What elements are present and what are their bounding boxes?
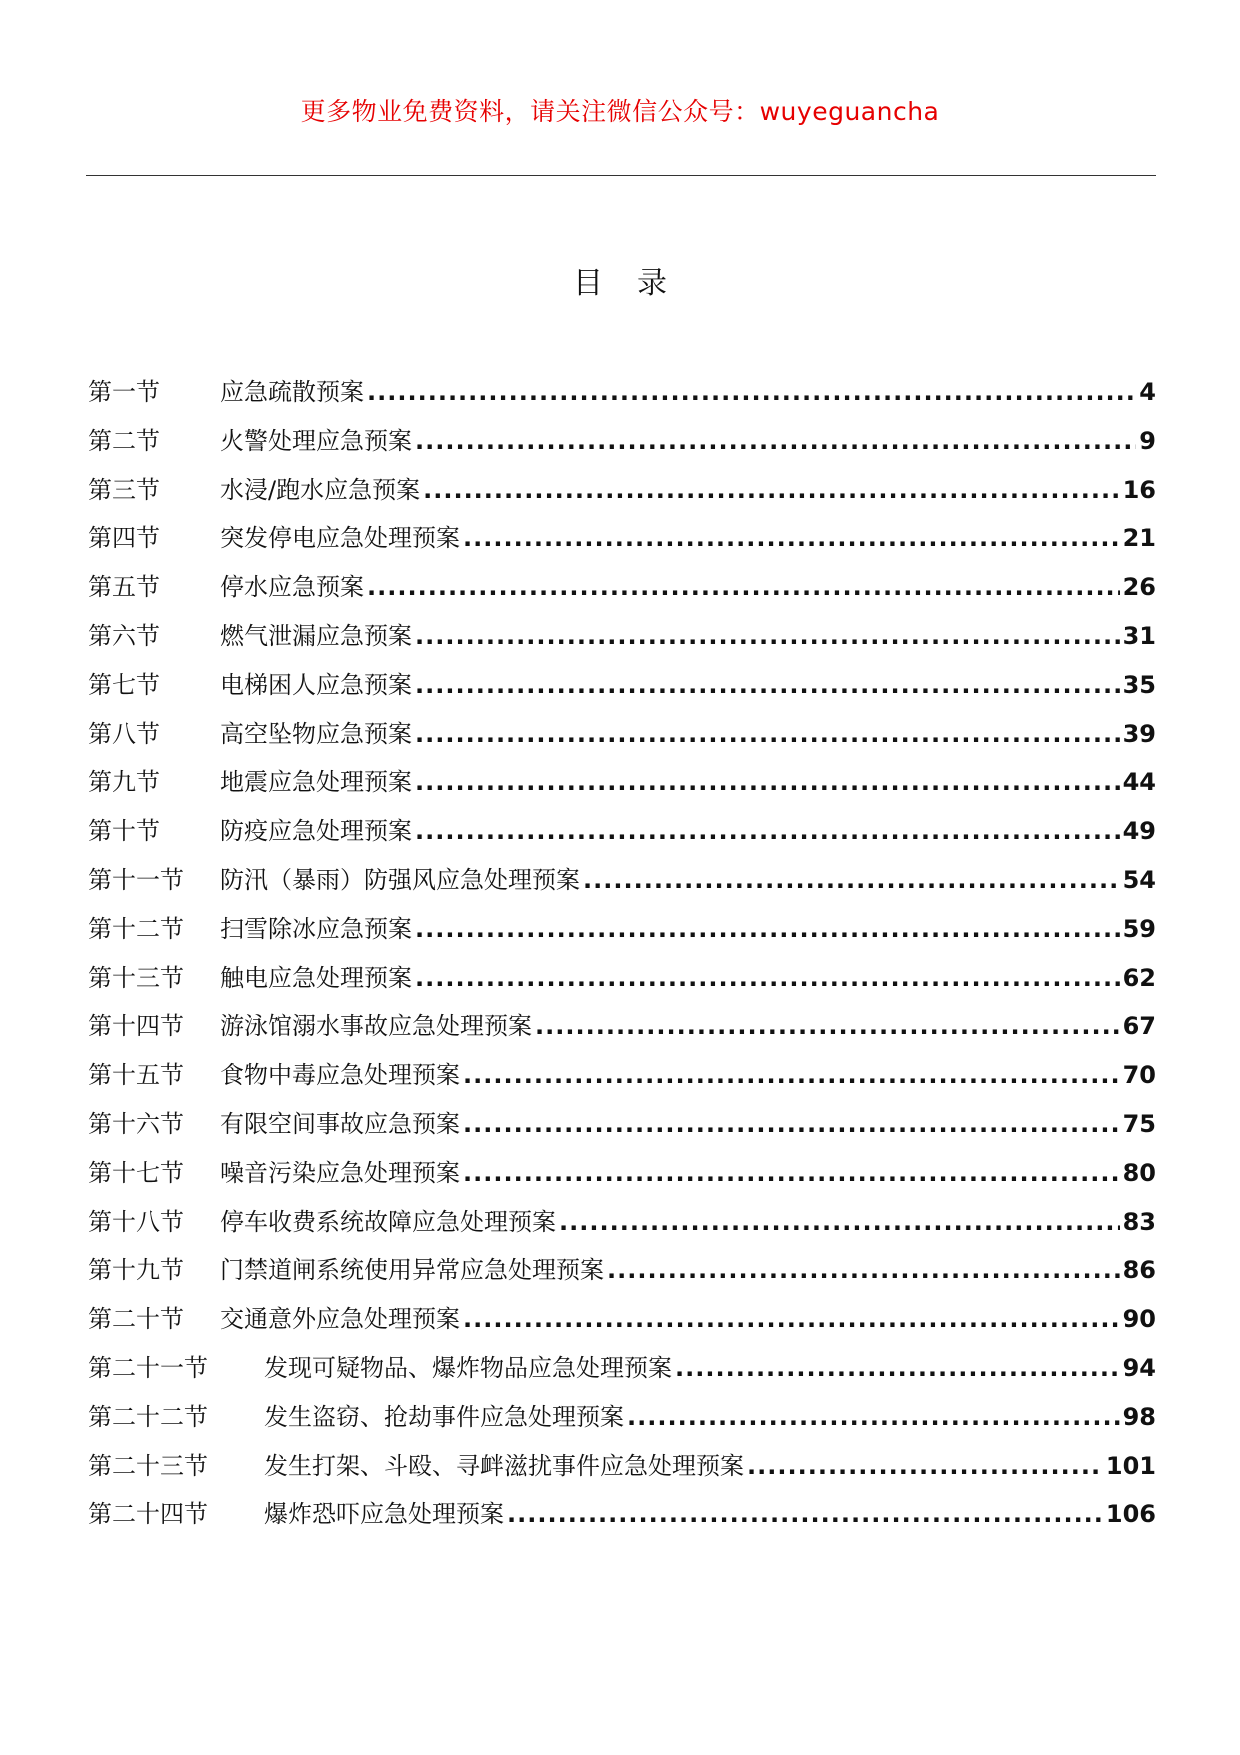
toc-entry[interactable]	[88, 1250, 1156, 1299]
toc-entry[interactable]	[88, 762, 1156, 811]
toc-section-number: 第二十一节	[88, 1353, 208, 1382]
toc-entry-title: 火警处理应急预案	[220, 426, 412, 455]
toc-entry[interactable]	[88, 1006, 1156, 1055]
toc-entry-title: 噪音污染应急处理预案	[220, 1158, 460, 1187]
toc-entry-title: 游泳馆溺水事故应急处理预案	[220, 1012, 532, 1041]
toc-page-number: 70	[1122, 1061, 1156, 1090]
toc-page-number: 44	[1122, 768, 1156, 797]
toc-page-number: 75	[1122, 1109, 1156, 1138]
toc-page-number: 26	[1122, 573, 1156, 602]
toc-entry[interactable]	[88, 1104, 1156, 1153]
toc-dot-leader	[583, 866, 1120, 894]
toc-page-number: 83	[1122, 1207, 1156, 1236]
toc-dot-leader	[415, 768, 1120, 796]
toc-dot-leader	[415, 964, 1120, 992]
toc-dot-leader	[607, 1256, 1120, 1284]
toc-entry-title: 停车收费系统故障应急处理预案	[220, 1207, 556, 1236]
toc-title	[0, 258, 1240, 302]
toc-entry-title: 应急疏散预案	[220, 378, 364, 406]
toc-section-number: 第二十节	[88, 1305, 184, 1334]
toc-page-number: 98	[1122, 1402, 1156, 1431]
toc-entry-title: 爆炸恐吓应急处理预案	[264, 1500, 504, 1529]
toc-page-number: 59	[1122, 914, 1156, 943]
toc-dot-leader	[415, 720, 1120, 748]
toc-section-number: 第三节	[88, 475, 160, 504]
toc-dot-leader	[463, 524, 1120, 552]
toc-title-char: 目	[573, 266, 603, 301]
toc-section-number: 第二十二节	[88, 1402, 208, 1431]
toc-page-number: 49	[1122, 817, 1156, 846]
toc-section-number: 第二节	[88, 426, 160, 455]
toc-section-number: 第十二节	[88, 914, 184, 943]
toc-section-number: 第十节	[88, 817, 160, 846]
toc-entry[interactable]	[88, 909, 1156, 958]
toc-entry-title: 交通意外应急处理预案	[220, 1305, 460, 1334]
toc-dot-leader	[367, 378, 1136, 406]
toc-entry[interactable]	[88, 518, 1156, 567]
table-of-contents	[88, 372, 1156, 1543]
toc-dot-leader	[415, 915, 1120, 943]
toc-dot-leader	[559, 1208, 1120, 1236]
toc-section-number: 第七节	[88, 670, 160, 699]
toc-dot-leader	[675, 1354, 1120, 1382]
toc-entry-title: 有限空间事故应急预案	[220, 1109, 460, 1138]
toc-section-number: 第九节	[88, 768, 160, 797]
toc-page-number: 62	[1122, 963, 1156, 992]
toc-section-number: 第十八节	[88, 1207, 184, 1236]
header-divider	[86, 175, 1156, 176]
toc-entry-title: 发生打架、斗殴、寻衅滋扰事件应急处理预案	[264, 1451, 744, 1480]
toc-section-number: 第四节	[88, 524, 160, 553]
toc-dot-leader	[627, 1403, 1120, 1431]
toc-entry[interactable]	[88, 1055, 1156, 1104]
toc-title-char: 录	[637, 266, 667, 301]
toc-section-number: 第二十三节	[88, 1451, 208, 1480]
toc-dot-leader	[415, 622, 1120, 650]
toc-dot-leader	[367, 573, 1120, 601]
toc-entry[interactable]	[88, 1494, 1156, 1543]
toc-dot-leader	[463, 1305, 1120, 1333]
toc-dot-leader	[463, 1110, 1120, 1138]
toc-page-number: 9	[1139, 426, 1156, 455]
toc-section-number: 第十三节	[88, 963, 184, 992]
toc-entry[interactable]	[88, 1446, 1156, 1495]
toc-dot-leader	[463, 1159, 1120, 1187]
page-header-notice: 更多物业免费资料，请关注微信公众号：wuyeguancha	[300, 97, 940, 126]
toc-entry-title: 发生盗窃、抢劫事件应急处理预案	[264, 1402, 624, 1431]
toc-dot-leader	[463, 1061, 1120, 1089]
toc-entry-title: 防汛（暴雨）防强风应急处理预案	[220, 865, 580, 894]
toc-entry-title: 高空坠物应急预案	[220, 719, 412, 748]
toc-entry-title: 触电应急处理预案	[220, 963, 412, 992]
toc-dot-leader	[423, 476, 1120, 504]
toc-dot-leader	[535, 1012, 1120, 1040]
toc-entry-title: 燃气泄漏应急预案	[220, 621, 412, 650]
toc-section-number: 第十五节	[88, 1061, 184, 1090]
toc-page-number: 94	[1122, 1353, 1156, 1382]
toc-dot-leader	[415, 427, 1136, 455]
toc-section-number: 第二十四节	[88, 1500, 208, 1529]
toc-entry-title: 地震应急处理预案	[220, 768, 412, 797]
toc-page-number: 101	[1105, 1451, 1156, 1480]
toc-entry[interactable]	[88, 665, 1156, 714]
toc-entry-title: 停水应急预案	[220, 573, 364, 602]
toc-section-number: 第一节	[88, 378, 160, 406]
toc-entry[interactable]	[88, 1348, 1156, 1397]
toc-section-number: 第十七节	[88, 1158, 184, 1187]
toc-entry[interactable]	[88, 714, 1156, 763]
toc-dot-leader	[507, 1500, 1103, 1528]
toc-entry-title: 发现可疑物品、爆炸物品应急处理预案	[264, 1353, 672, 1382]
toc-dot-leader	[747, 1452, 1103, 1480]
toc-entry[interactable]	[88, 1397, 1156, 1446]
toc-entry[interactable]	[88, 1153, 1156, 1202]
toc-section-number: 第八节	[88, 719, 160, 748]
toc-section-number: 第十四节	[88, 1012, 184, 1041]
toc-entry[interactable]	[88, 958, 1156, 1007]
toc-entry[interactable]	[88, 1202, 1156, 1251]
toc-entry-title: 电梯困人应急预案	[220, 670, 412, 699]
toc-page-number: 4	[1139, 378, 1156, 406]
toc-entry[interactable]	[88, 860, 1156, 909]
toc-page-number: 54	[1122, 865, 1156, 894]
toc-page-number: 67	[1122, 1012, 1156, 1041]
toc-page-number: 86	[1122, 1256, 1156, 1285]
toc-entry-title: 食物中毒应急处理预案	[220, 1061, 460, 1090]
toc-page-number: 16	[1122, 475, 1156, 504]
toc-entry-title: 防疫应急处理预案	[220, 817, 412, 846]
toc-entry[interactable]	[88, 470, 1156, 519]
toc-entry-title: 扫雪除冰应急预案	[220, 914, 412, 943]
toc-entry[interactable]	[88, 616, 1156, 665]
toc-entry[interactable]	[88, 811, 1156, 860]
toc-entry[interactable]	[88, 567, 1156, 616]
toc-page-number: 21	[1122, 524, 1156, 553]
toc-page-number: 80	[1122, 1158, 1156, 1187]
toc-entry-title: 门禁道闸系统使用异常应急处理预案	[220, 1256, 604, 1285]
toc-page-number: 39	[1122, 719, 1156, 748]
toc-entry[interactable]	[88, 1299, 1156, 1348]
toc-entry-title: 水浸/跑水应急预案	[220, 475, 421, 504]
toc-section-number: 第六节	[88, 621, 160, 650]
toc-section-number: 第十一节	[88, 865, 184, 894]
toc-page-number: 90	[1122, 1305, 1156, 1334]
toc-dot-leader	[415, 671, 1120, 699]
toc-page-number: 106	[1105, 1500, 1156, 1529]
toc-page-number: 35	[1122, 670, 1156, 699]
toc-page-number: 31	[1122, 621, 1156, 650]
toc-section-number: 第十六节	[88, 1109, 184, 1138]
toc-entry-title: 突发停电应急处理预案	[220, 524, 460, 553]
toc-section-number: 第五节	[88, 573, 160, 602]
toc-entry[interactable]	[88, 421, 1156, 470]
toc-entry[interactable]	[88, 372, 1156, 421]
toc-dot-leader	[415, 817, 1120, 845]
toc-section-number: 第十九节	[88, 1256, 184, 1285]
